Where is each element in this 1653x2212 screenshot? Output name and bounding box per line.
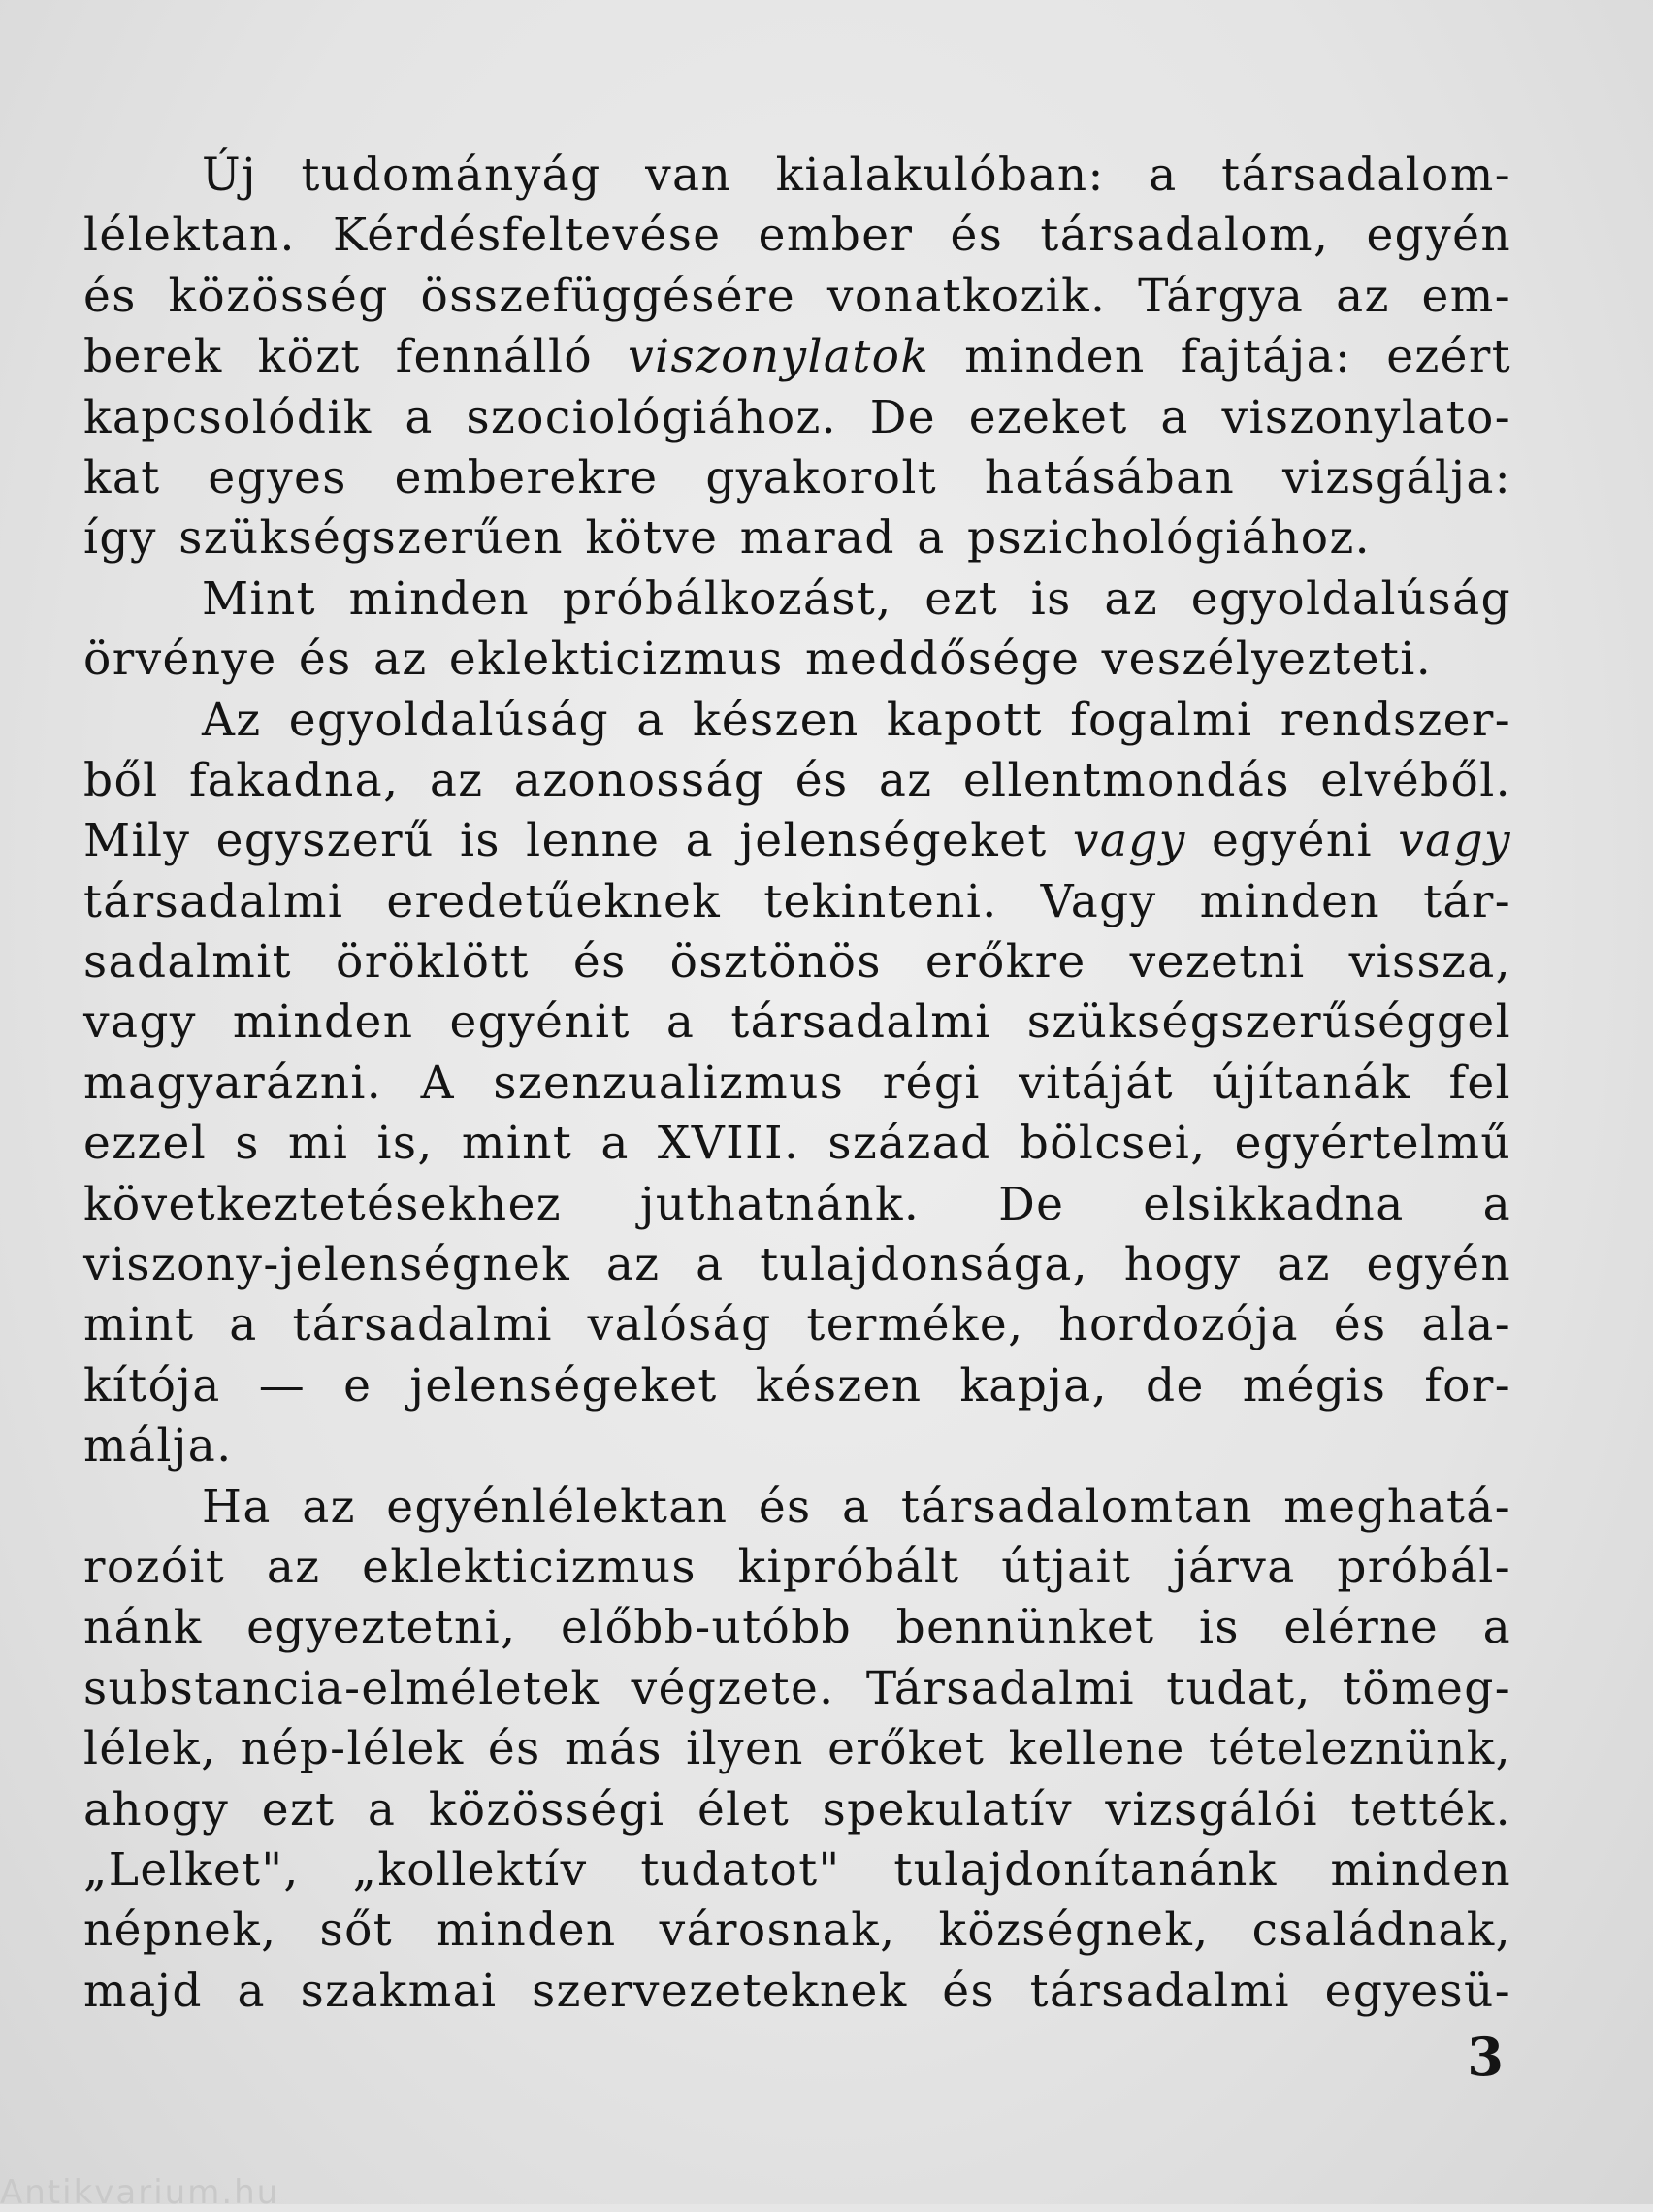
paragraph — [83, 1478, 1511, 2023]
text-line — [83, 1962, 1511, 2022]
text-segment: kat egyes emberekre gyakorolt hatásában vizsgálja: — [83, 450, 1511, 504]
body-text — [83, 146, 1511, 2022]
text-segment: nánk egyeztetni, előbb-utóbb bennünket is elérne a — [83, 1601, 1511, 1655]
text-segment: ezzel s mi is, mint a XVIII. század bölcsei, egyértelmű — [83, 1117, 1511, 1171]
italic-text: vagy — [1072, 814, 1186, 868]
text-line — [83, 751, 1511, 811]
text-line — [83, 569, 1511, 630]
text-segment: népnek, sőt minden városnak, községnek, családnak, — [83, 1903, 1511, 1958]
text-segment: minden fajtája: ezért — [929, 330, 1511, 384]
text-segment: majd a szakmai szervezeteknek és társadalmi egyesü- — [83, 1964, 1511, 2018]
text-line — [83, 1295, 1511, 1355]
text-segment: Új tudományág van kialakulóban: a társadalom- — [202, 148, 1511, 202]
text-line — [83, 811, 1511, 871]
italic-text: viszonylatok — [628, 330, 930, 384]
text-line — [83, 206, 1511, 266]
text-line — [83, 992, 1511, 1053]
text-segment: következtetésekhez juthatnánk. De elsikkadna a — [83, 1177, 1511, 1231]
text-segment: Ha az egyénlélektan és a társadalomtan meghatá- — [202, 1480, 1511, 1534]
text-line — [83, 1356, 1511, 1416]
text-segment: Az egyoldalúság a készen kapott fogalmi rendszer- — [202, 693, 1511, 747]
text-line — [83, 1780, 1511, 1840]
text-line — [83, 1659, 1511, 1719]
text-segment: „Lelket", „kollektív tudatot" tulajdonítanánk minden — [83, 1842, 1511, 1897]
text-line — [83, 1235, 1511, 1295]
text-line — [83, 691, 1511, 751]
text-line — [83, 1175, 1511, 1235]
text-line — [83, 872, 1511, 932]
text-segment: társadalmi eredetűeknek tekinteni. Vagy minden tár- — [83, 874, 1511, 928]
text-line — [83, 1478, 1511, 1538]
text-line — [83, 388, 1511, 448]
text-line — [83, 630, 1511, 690]
text-segment: lélektan. Kérdésfeltevése ember és társadalom, egyén — [83, 209, 1511, 263]
text-line — [83, 1901, 1511, 1961]
text-segment: mint a társadalmi valóság terméke, hordozója és ala- — [83, 1298, 1511, 1352]
paragraph — [83, 569, 1511, 691]
text-line — [83, 1719, 1511, 1779]
italic-text: vagy — [1398, 814, 1511, 868]
text-segment: egyéni — [1185, 814, 1399, 868]
text-segment: rozóit az eklekticizmus kipróbált útjait járva próbál- — [83, 1540, 1511, 1594]
text-segment: ahogy ezt a közösségi élet spekulatív vizsgálói tették. — [83, 1782, 1511, 1837]
text-line — [83, 327, 1511, 387]
text-segment: lélek, nép-lélek és más ilyen erőket kellene tételeznünk, — [83, 1722, 1511, 1776]
text-segment: kapcsolódik a szociológiához. De ezeket a viszonylato- — [83, 390, 1511, 444]
text-segment: Mily egyszerű is lenne a jelenségeket — [83, 814, 1073, 868]
text-segment: magyarázni. A szenzualizmus régi vitáját újítanák fel — [83, 1056, 1511, 1110]
text-line — [83, 267, 1511, 327]
text-line — [83, 1598, 1511, 1658]
text-segment: vagy minden egyénit a társadalmi szükségszerűséggel — [83, 995, 1511, 1050]
text-line — [83, 146, 1511, 206]
text-line — [83, 448, 1511, 508]
text-segment: substancia-elméletek végzete. Társadalmi tudat, tömeg- — [83, 1661, 1511, 1715]
text-line — [83, 1114, 1511, 1174]
text-segment: kítója — e jelenségeket készen kapja, de mégis for- — [83, 1358, 1511, 1413]
text-segment: örvénye és az eklekticizmus meddősége veszélyezteti. — [83, 633, 1433, 687]
text-segment: berek közt fennálló — [83, 330, 629, 384]
text-segment: málja. — [83, 1419, 233, 1474]
text-segment: sadalmit öröklött és ösztönös erőkre vezetni vissza, — [83, 935, 1511, 990]
text-line — [83, 508, 1511, 569]
text-line — [83, 1416, 1511, 1477]
page-number: 3 — [1467, 2026, 1504, 2088]
text-line — [83, 1538, 1511, 1598]
text-segment: Mint minden próbálkozást, ezt is az egyoldalúság — [202, 571, 1511, 626]
text-segment: így szükségszerűen kötve marad a pszichológiához. — [83, 511, 1371, 566]
paragraph — [83, 691, 1511, 1478]
text-segment: és közösség összefüggésére vonatkozik. Tárgya az em- — [83, 269, 1511, 323]
watermark: Antikvarium.hu — [0, 2173, 280, 2212]
text-segment: viszony-jelenségnek az a tulajdonsága, hogy az egyén — [83, 1238, 1511, 1292]
text-line — [83, 1054, 1511, 1114]
text-segment: ből fakadna, az azonosság és az ellentmondás elvéből. — [83, 753, 1511, 807]
text-line — [83, 1840, 1511, 1901]
text-line — [83, 932, 1511, 992]
paragraph — [83, 146, 1511, 569]
